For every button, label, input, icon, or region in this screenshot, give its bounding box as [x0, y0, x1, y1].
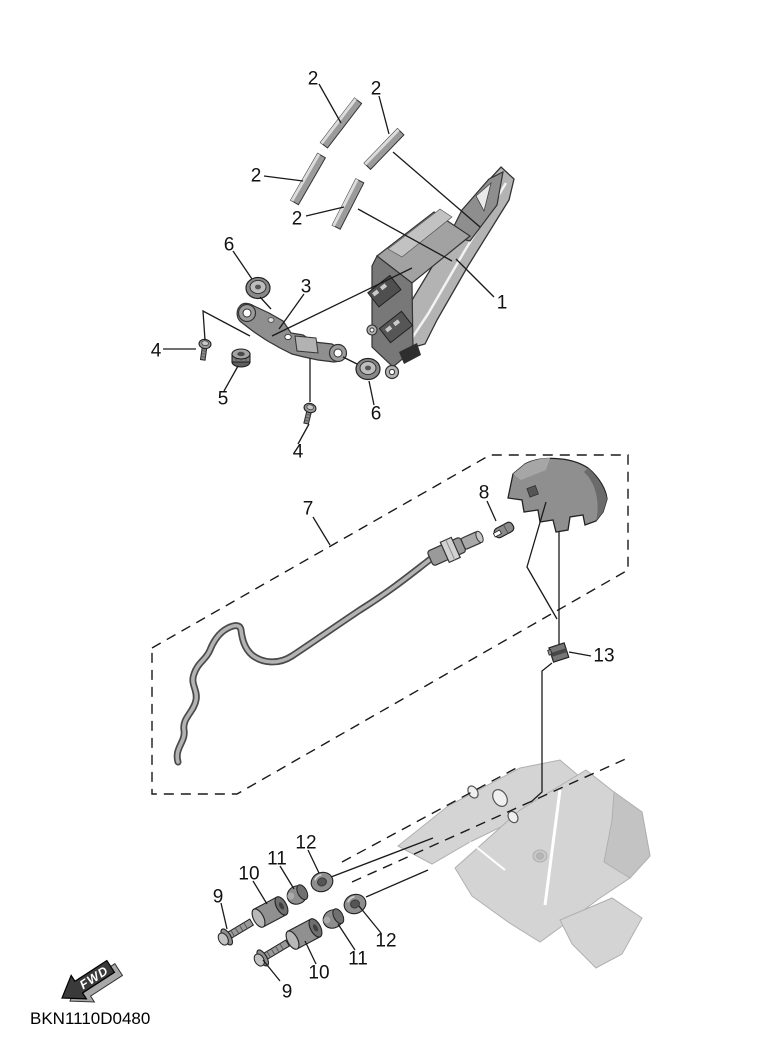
- washer-grommet: [308, 869, 335, 894]
- clip: [492, 521, 515, 540]
- callout-4-label: 4: [292, 441, 304, 463]
- flange-nut: [232, 349, 250, 367]
- ecu-bracket-assembly: [367, 167, 514, 379]
- callout-11-label: 11: [348, 948, 368, 970]
- grommet: [356, 359, 380, 380]
- callout-10-label: 10: [238, 863, 260, 885]
- screw: [300, 402, 317, 425]
- callout-13-label: 13: [593, 645, 615, 667]
- damper: [284, 882, 311, 908]
- callout-2-label: 2: [307, 68, 319, 90]
- screw: [197, 339, 212, 361]
- callout-6-label: 6: [223, 234, 235, 256]
- bolt: [251, 935, 292, 970]
- fwd-direction-arrow: [54, 952, 126, 1016]
- sensor-cover: [508, 458, 607, 532]
- callout-12-label: 12: [295, 832, 317, 854]
- callout-2-label: 2: [370, 78, 382, 100]
- callout-2-label: 2: [291, 208, 303, 230]
- bolt: [215, 914, 256, 949]
- callout-9-label: 9: [281, 981, 293, 1003]
- callout-8-label: 8: [478, 482, 490, 504]
- sensor-cable: [177, 526, 487, 762]
- damper: [320, 906, 347, 932]
- callout-7-label: 7: [302, 498, 314, 520]
- callout-10-label: 10: [308, 962, 330, 984]
- callout-9-label: 9: [212, 886, 224, 908]
- callout-2-label: 2: [250, 165, 262, 187]
- cushion-strips: [291, 98, 404, 229]
- fwd-arrow-label: FWD: [77, 963, 112, 993]
- callout-12-label: 12: [375, 930, 397, 952]
- callout-4-label: 4: [150, 340, 162, 362]
- callout-5-label: 5: [217, 388, 229, 410]
- cable-clamp: [547, 643, 569, 663]
- callout-3-label: 3: [300, 276, 312, 298]
- part-code: BKN1110D0480: [30, 1009, 151, 1028]
- callout-1-label: 1: [496, 292, 508, 314]
- callout-11-label: 11: [267, 848, 287, 870]
- speed-sensor: [426, 526, 487, 569]
- grommet: [246, 278, 270, 299]
- collar: [249, 895, 290, 930]
- callout-6-label: 6: [370, 403, 382, 425]
